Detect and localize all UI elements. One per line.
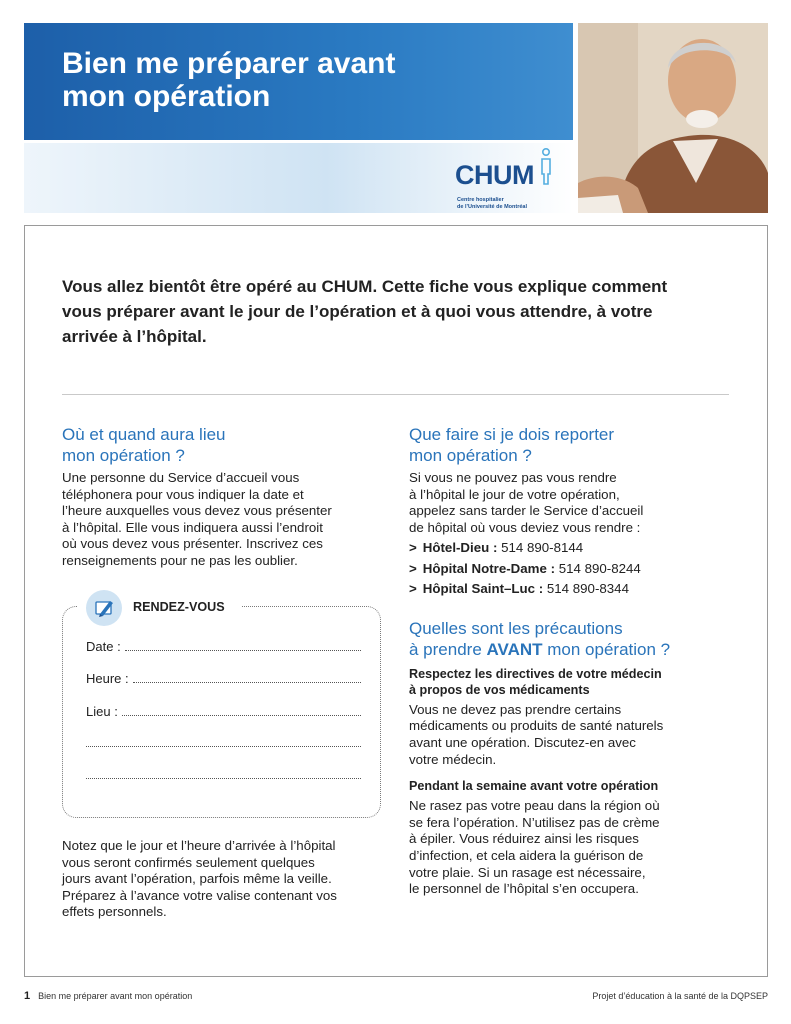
week-before-text: Ne rasez pas votre peau dans la région où se fera l’opération. N’utilisez pas de crème à épiler. Vous réduirez ainsi les risques d’infection, et cela aidera la guérison de votre plaie. Si un rasage est nécessaire, le personnel de l’hôpital s’en occupera. xyxy=(409,798,660,897)
left-column xyxy=(62,424,372,570)
chum-logo xyxy=(455,148,565,218)
phone-number: 514 890-8144 xyxy=(501,540,584,556)
footer-doc-title: Bien me préparer avant mon opération xyxy=(38,991,193,1001)
place-field xyxy=(86,704,361,719)
appointment-title: RENDEZ-VOUS xyxy=(133,600,225,614)
blank-line xyxy=(86,767,361,779)
time-label: Heure : xyxy=(86,671,129,686)
pencil-writing-icon xyxy=(86,590,122,626)
contact-item: > Hôpital Saint–Luc : 514 890-8344 xyxy=(409,581,629,597)
appointment-box xyxy=(62,600,381,818)
medication-subheading: Respectez les directives de votre médecin à propos de vos médicaments xyxy=(409,666,662,697)
intro-paragraph: Vous allez bientôt être opéré au CHUM. Cette fiche vous explique comment vous préparer avant le jour de l’opération et à quoi vous attendre, à votre arrivée à l’hôpital. xyxy=(62,277,668,346)
contact-item: > Hôtel-Dieu : 514 890-8144 xyxy=(409,540,584,556)
logo-wordmark: CHUM xyxy=(455,160,534,190)
chevron-right-icon: > xyxy=(409,540,417,556)
divider xyxy=(62,394,729,395)
person-figure-icon xyxy=(539,148,553,186)
right-column xyxy=(409,424,739,898)
where-when-text: Une personne du Service d’accueil vous téléphonera pour vous indiquer la date et l’heure auxquelles vous devez vous présenter à l’hôpital. Elle vous indiquera aussi l’endroit où vous devez vous présenter. Inscrivez ces renseignements pour ne pas les oublier. xyxy=(62,470,332,568)
contact-list xyxy=(409,538,739,600)
phone-number: 514 890-8244 xyxy=(558,560,641,576)
precautions-heading: Quelles sont les précautions à prendre AVANT mon opération ? xyxy=(409,618,671,659)
postpone-text: Si vous ne pouvez pas vous rendre à l’hôpital le jour de votre opération, appelez sans tarder le Service d’accueil de hôpital où vous deviez vous rendre : xyxy=(409,470,644,535)
header-photo xyxy=(578,23,768,213)
footer-left xyxy=(24,990,192,1002)
date-label: Date : xyxy=(86,639,121,654)
chevron-right-icon: > xyxy=(409,560,417,576)
logo-subtitle: Centre hospitalier de l’Université de Montréal xyxy=(457,197,527,210)
time-field xyxy=(86,671,361,686)
postpone-heading: Que faire si je dois reporter mon opération ? xyxy=(409,425,615,465)
medication-text: Vous ne devez pas prendre certains médicaments ou produits de santé naturels avant une opération. Discutez-en avec votre médecin. xyxy=(409,701,664,767)
confirmation-note: Notez que le jour et l’heure d’arrivée à l’hôpital vous seront confirmés seulement quelques jours avant l’opération, parfois même la veille. Préparez à l’avance votre valise contenant vos effets personnels. xyxy=(62,838,337,920)
page-title: Bien me préparer avant mon opération xyxy=(62,47,396,113)
phone-number: 514 890-8344 xyxy=(546,581,629,597)
blank-line xyxy=(86,735,361,747)
date-field xyxy=(86,639,361,654)
photo-smiling-man xyxy=(578,23,768,213)
place-label: Lieu : xyxy=(86,704,118,719)
week-before-subheading: Pendant la semaine avant votre opération xyxy=(409,779,659,794)
chevron-right-icon: > xyxy=(409,581,417,597)
page-number: 1 xyxy=(24,990,31,1002)
contact-item: > Hôpital Notre-Dame : 514 890-8244 xyxy=(409,560,641,576)
footer-project: Projet d’éducation à la santé de la DQPSEP xyxy=(592,991,768,1001)
title-banner xyxy=(24,23,573,140)
where-when-heading: Où et quand aura lieu mon opération ? xyxy=(62,425,226,465)
